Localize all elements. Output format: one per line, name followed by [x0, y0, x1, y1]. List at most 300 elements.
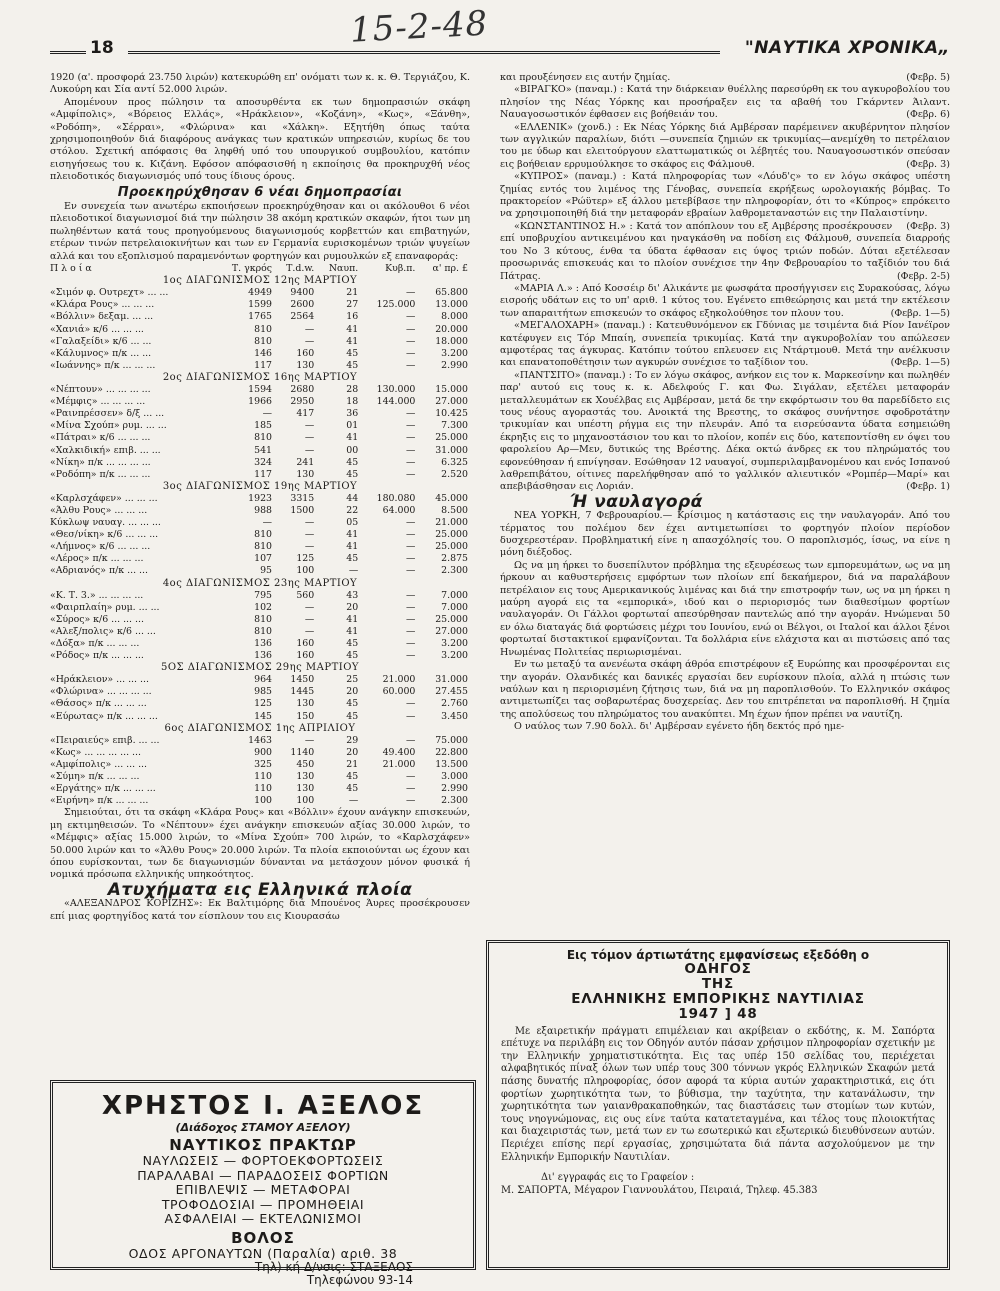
table-cell: 10.425: [435, 408, 468, 420]
table-cell: 21.000: [382, 758, 416, 770]
auction-heading: 6ος ΔΙΑΓΩΝΙΣΜΟΣ 1ης ΑΠΡΙΛΙΟΥ: [164, 722, 356, 734]
table-cell: 43: [346, 589, 359, 601]
accident-text: «ΒΙΡΑΓΚΟ» (παναμ.) : Κατά την διάρκειαν θυέλλης παρεσύρθη εκ του αγκυροβολίου του πλησίον της Νέας Υόρκης και προσήραξεν εις τα αβαθή του Γκάρντεν Άιλαντ. Ναυαγοσωστικόν έφθασεν εις βοήθειάν του.: [500, 84, 950, 121]
table-cell: 1966: [248, 396, 273, 408]
table-cell: 988: [254, 504, 273, 516]
table-cell: —: [304, 444, 315, 456]
page-header: [50, 38, 950, 68]
table-cell: 417: [296, 408, 315, 420]
table-cell: 15.000: [435, 384, 468, 396]
table-cell: 45: [346, 456, 359, 468]
table-cell: 75.000: [435, 734, 468, 746]
table-cell: 41: [346, 625, 359, 637]
table-cell: —: [406, 638, 416, 649]
table-cell: 3.000: [441, 771, 468, 783]
ship-name: «Νίκη» π/κ ... ... ... ...: [50, 456, 151, 468]
table-cell: 27.000: [435, 396, 468, 408]
advert-guide-subscribe-label: Δι' εγγραφάς εις το Γραφείον :: [541, 1172, 695, 1184]
table-cell: —: [406, 468, 416, 480]
advert-axelos: [50, 1080, 476, 1287]
table-cell: 45: [346, 783, 359, 795]
table-cell: 4949: [248, 287, 273, 299]
table-cell: 21: [346, 758, 359, 770]
table-cell: —: [262, 517, 273, 529]
column-header: Τ. γκρός: [231, 263, 273, 275]
table-cell: 21.000: [382, 674, 416, 686]
table-row: [50, 336, 470, 348]
table-cell: 45: [346, 468, 359, 480]
table-cell: 20: [346, 686, 359, 698]
ship-name: «Σιμόν φ. Ουτρεχτ» ... ...: [50, 287, 169, 299]
table-cell: 27.455: [435, 686, 468, 698]
ship-name: «Εύρωτας» π/κ ... ... ...: [50, 710, 158, 722]
accident-text: «ΠΑΝΤΣΙΤΟ» (παναμ.) : Το εν λόγω σκάφος, ανήκον εις τον κ. Μαρκεσίνην και πωληθέν παρ' αυτού εις τους κ. κ. Αδελφούς Γ. και Φω. Σιγάλαν, εξετέλει μεταφοράν μεταλλευμάτων εκ Χουέλβας εις Αμβέρσαν, μετά δε την εκφόρτωσιν του θα παρεδίδετο εις τους νέους αγοραστάς του. Ανοικτά της Βρεστης, το σκάφος συνήντησε σφοδροτάτην τρικυμίαν και υπέστη ρήγμα εις την πλευράν. Από τα εισρεύσαντα ύδατα εσημειώθη έκρηξις εις το μηχανοστάσιον του και το πλοίον, κοπέν εις δύο, κατεποντίσθη εν όψει του φαρολείου Αρ—Μεν, δυτικώς της Βρέστης. Δέκα οκτώ άνδρες εκ του πληρώματός του εφονεύθησαν ή επνίγησαν. Εσώθησαν 12 ναυαγοί, συμπεριλαμβανομένου και ενός Ισπανού λαθρεπιβάτου, οίτινες παρελήφθησαν από το γαλλικόν αλιευτικόν «Ρομπέρ—Μαρί» και απεβιβάσθησαν εις Λοριάν.: [500, 369, 950, 493]
auction-heading: 5ΟΣ ΔΙΑΓΩΝΙΣΜΟΣ 29ης ΜΑΡΤΙΟΥ: [161, 662, 359, 674]
left-column: [50, 72, 470, 923]
table-row: [50, 674, 470, 686]
advert-guide-description: Με εξαιρετικήν πράγματι επιμέλειαν και ακρίβειαν ο εκδότης, κ. Μ. Σαπόρτα επέτυχε να περιλάβη εις τον Οδηγόν αυτόν πάσαν χρήσιμον πληροφορίαν σχετικήν με την Ελληνικήν χρηματιστικότητα. Εις τας υπέρ 150 σελίδας του, περιέχεται αλφαβητικός πίναξ όλων των υπέρ τους 300 τόννων γκρός Ελληνικών Σκαφών μετά πάσης δυνατής πληροφορίας, όσον αφορά τα κύρια αυτών χαρακτηριστικά, εις ότι φορτίων χωρητικότητα των, το βύθισμα, την ταχύτητα, την κατανάλωσιν, την χωρητικότητα των γαιανθρακαποθηκών, τας διαστάσεις των στομίων των κυτών, τους νηογνώμονας, εις ους είνε ταύτα κατατεταγμένα, και τέλος τους πλοιοκτήτας και διαχειριστάς των, μετά των εν τω εσωτερικώ και εξωτερικώ διευθύνσεων αυτών. Περιέχει επίσης περί εργασίας, χρησιμώτατα διά πάντα ασχολούμενον με την Ελληνικήν Εμπορικήν Ναυτιλίαν.: [501, 1025, 935, 1163]
column-header: Ναυπ.: [328, 263, 359, 275]
table-cell: 130: [296, 359, 315, 371]
table-cell: —: [406, 408, 416, 420]
advert-guide-title: ΟΔΗΓΟΣ: [684, 960, 752, 977]
table-row: [50, 711, 470, 723]
table-row: [50, 348, 470, 360]
table-cell: —: [406, 650, 416, 662]
table-cell: 324: [254, 456, 273, 468]
table-cell: 00: [346, 444, 359, 456]
table-row: [50, 747, 470, 759]
table-cell: 21.000: [435, 517, 468, 529]
table-cell: 8.500: [441, 504, 468, 516]
table-cell: —: [348, 795, 359, 807]
table-cell: 45: [346, 347, 359, 359]
accident-date: (Φεβρ. 1): [906, 481, 950, 493]
ship-name: «Θεσ/νίκη» κ/6 ... ... ...: [50, 529, 159, 541]
table-row: [50, 735, 470, 747]
table-cell: 144.000: [376, 396, 416, 408]
table-cell: 3315: [290, 492, 315, 504]
advert-axelos-service: ΝΑΥΛΩΣΕΙΣ — ΦΟΡΤΟΕΚΦΟΡΤΩΣΕΙΣ: [142, 1153, 384, 1168]
table-cell: 20: [346, 601, 359, 613]
accident-report: [500, 84, 950, 121]
advert-guide-lead: Εις τόμον άρτιωτάτης εμφανίσεως εξεδόθη ο: [566, 948, 870, 962]
table-cell: 810: [254, 625, 273, 637]
accidents-text: «ΑΛΕΞΑΝΔΡΟΣ ΚΟΡΙΖΗΣ»: Εκ Βαλτιμόρης διά Μπουένος Άυρες προσέκρουσεν επί μιας φορτηγίδος κατά τον είσπλουν του εις Κιουρασάω: [50, 898, 470, 922]
table-cell: 8.000: [441, 311, 468, 323]
table-cell: 3.200: [441, 650, 468, 662]
intro-paragraph-2: Απομένουν προς πώλησιν τα αποσυρθέντα εκ των δημοπρασιών σκάφη «Αμφίπολις», «Βόρειος Ελλάς», «Ηράκλειον», «Κοζάνη», «Κως», «Ξάνθη», «Ροδόπη», «Σέρραι», «Φλώρινα» και «Χάλκη». Εξητήθη όπως ταύτα χρησιμοποιηθούν διά διαφόρους ανάγκας των κρατικών υπηρεσιών, κυρίως δε του στόλου. Σχετική απόφασις θα ληφθή υπό του υπουργικού συμβουλίου, κατόπιν εισηγήσεως του κ. Κιζάνη. Εφόσον απόφασισθή η εκποίησις θα προκηρυχθή νέος πλειοδοτικός διαγωνισμός υπό τους ίδιους όρους.: [50, 96, 470, 183]
table-cell: 13.500: [435, 758, 468, 770]
table-cell: —: [406, 517, 416, 529]
table-cell: 810: [254, 541, 273, 553]
ship-name: «Κλάρα Ρους» ... ... ...: [50, 299, 155, 311]
advert-guide-title-of: ΤΗΣ: [701, 975, 735, 992]
table-cell: —: [406, 432, 416, 444]
table-cell: 1463: [248, 734, 273, 746]
table-cell: 810: [254, 529, 273, 541]
table-cell: —: [406, 420, 416, 432]
ship-name: «Φλώρινα» ... ... ... ...: [50, 686, 152, 698]
table-cell: —: [406, 311, 416, 323]
table-cell: 2.300: [441, 565, 468, 577]
table-cell: —: [406, 335, 416, 347]
table-cell: 45: [346, 553, 359, 565]
table-row: [50, 457, 470, 469]
table-cell: 45: [346, 650, 359, 662]
table-cell: 16: [346, 311, 359, 323]
accident-report: [500, 171, 950, 232]
accident-text: «ΕΛΛΕΝΙΚ» (χονδ.) : Εκ Νέας Υόρκης διά Αμβέρσαν παρέμεινεν ακυβέρνητον πλησίον των αγγλικών παραλίων, διότι —συνεπεία ζημιών εκ τρικυμίας—ανεμίχθη το πετρέλαιον του με ύδωρ και ελειτούργουν ελαττωματικώς οι λέβητές του. Ναυαγοσωστικόν σπεύσαν εις βοήθειαν ερρυμούλκησε το σκάφος εις Φάλμουθ.: [500, 121, 950, 170]
table-row: [50, 311, 470, 323]
table-cell: 45: [346, 710, 359, 722]
table-cell: —: [304, 420, 315, 432]
table-cell: —: [304, 529, 315, 541]
ship-name: «Ειρήνη» π/κ ... ... ...: [50, 795, 149, 807]
accidents-title: Ατυχήματα εις Ελληνικά πλοία: [107, 879, 413, 900]
table-cell: 810: [254, 613, 273, 625]
handwritten-date: 15-2-48: [349, 3, 490, 51]
table-cell: 102: [254, 601, 273, 613]
table-cell: 49.400: [382, 746, 416, 758]
table-cell: 41: [346, 432, 359, 444]
table-cell: —: [304, 613, 315, 625]
table-cell: 560: [296, 589, 315, 601]
table-cell: 136: [254, 638, 273, 649]
accident-date: (Φεβρ. 5): [906, 72, 950, 83]
ship-name: «Μέμφις» ... ... ... ...: [50, 396, 146, 408]
table-cell: —: [406, 359, 416, 371]
table-row: [50, 590, 470, 602]
market-paragraph: Εν τω μεταξύ τα ανενέωτα σκάφη άθρόα επιστρέφουν εξ Ευρώπης και προσφέρονται εις την αγοράν. Ολανδικές και δανικές εργασίαι δεν ευρίσκουν πλοία, αλλά η πτώσις των ναύλων και η περιορισμένη ζήτησις των, διά να μη παροπλισθούν. Το Ελληνικόν σκάφος αντιμετωπίζει τας σοβαρωτέρας δυσχερείας. Δεν του επιτρέπεται να παροπλισθή. Η ζημία της απολύσεως του πληρώματος του ανακύπτει. Μη έχων ήπον πρέπει να ναυτίζη.: [500, 659, 950, 720]
accident-date: (Φεβρ. 2-5): [896, 270, 950, 282]
table-row: [50, 771, 470, 783]
accident-report: [500, 122, 950, 172]
table-cell: 130: [296, 771, 315, 783]
table-cell: 41: [346, 541, 359, 553]
table-cell: 18.000: [435, 335, 468, 347]
table-cell: 2600: [290, 299, 315, 311]
table-cell: 185: [254, 420, 273, 432]
table-cell: 3.200: [441, 638, 468, 649]
page-number: 18: [90, 38, 114, 58]
auction-heading-row: [50, 275, 470, 287]
table-row: [50, 420, 470, 432]
table-cell: 2.990: [441, 359, 468, 371]
advert-guide-title-main: ΕΛΛΗΝΙΚΗΣ ΕΜΠΟΡΙΚΗΣ ΝΑΥΤΙΛΙΑΣ: [571, 990, 865, 1007]
table-cell: —: [406, 601, 416, 613]
table-row: [50, 650, 470, 662]
table-cell: —: [348, 565, 359, 577]
table-cell: —: [406, 287, 416, 299]
table-cell: —: [304, 323, 315, 335]
auction-note: Σημειούται, ότι τα σκάφη «Κλάρα Ρους» και «Βόλλιν» έχουν ανάγκην επισκευών, μη εκτιμηθεισών. Το «Νέπτουν» έχει ανάγκην επισκευών αξίας 30.000 λιρών, το «Μέμφις» αξίας 15.000 λιρών, το «Μίνα Σχούπ» 700 λιρών, το «Καρλσχάφεν» 50.000 λιρών και το «Άλθυ Ρους» 20.000 λιρών. Τα πλοία εκποιούνται ως έχουν και όπου ευρίσκονται, των δε διαγωνισμών δύνανται να μετάσχουν μόνον φυσικά ή νομικά πρόσωπα ελληνικής υπηκοότητος.: [50, 807, 470, 881]
table-cell: 18: [346, 396, 359, 408]
table-cell: 2.300: [441, 795, 468, 807]
accident-report: [500, 283, 950, 320]
ship-name: «Αδριανός» π/κ ... ...: [50, 565, 148, 577]
table-cell: 27: [346, 299, 359, 311]
table-cell: 2.520: [441, 468, 468, 480]
market-paragraph: ΝΕΑ ΥΟΡΚΗ, 7 Φεβρουαρίου.— Κρίσιμος η κατάστασις εις την ναυλαγοράν. Από του τέρματος του πολέμου δεν έχει αντιμετωπίσει το φορτηγόν πλοίον περίοδον δυσχερεστέραν. Προβληματική είνε η απασχόλησίς του. Ο παροπλισμός, ίσως, να είνε η μόνη διέξοδος.: [500, 510, 950, 559]
table-cell: 1500: [290, 504, 315, 516]
accident-report: [500, 320, 950, 370]
table-cell: 25.000: [435, 432, 468, 444]
ship-name: «Σύρος» κ/6 ... ... ...: [50, 613, 144, 625]
table-cell: —: [406, 456, 416, 468]
header-rule-left: [50, 51, 86, 54]
table-row: [50, 529, 470, 541]
table-row: [50, 287, 470, 299]
table-cell: 130: [296, 783, 315, 795]
table-cell: 110: [254, 783, 273, 795]
ship-name: «Κως» ... ... ... ... ...: [50, 746, 141, 758]
table-cell: 31.000: [435, 444, 468, 456]
table-cell: 25.000: [435, 541, 468, 553]
advert-guide-years: 1947 ] 48: [678, 1005, 758, 1022]
table-cell: 810: [254, 432, 273, 444]
auction-heading-row: [50, 662, 470, 674]
table-cell: 241: [296, 456, 315, 468]
table-cell: 810: [254, 323, 273, 335]
table-cell: 160: [296, 650, 315, 662]
table-cell: 100: [254, 795, 273, 807]
table-row: [50, 795, 470, 807]
table-cell: 1450: [290, 674, 315, 686]
table-cell: 136: [254, 650, 273, 662]
table-cell: 107: [254, 553, 273, 565]
table-row: [50, 408, 470, 420]
table-cell: 28: [346, 384, 359, 396]
ship-name: «Κ. Τ. 3.» ... ... ... ...: [50, 589, 144, 601]
table-cell: 6.325: [441, 456, 468, 468]
table-cell: 41: [346, 323, 359, 335]
table-cell: 150: [296, 710, 315, 722]
auction-table: [50, 263, 470, 807]
ship-name: «Κάλυμνος» π/κ ... ...: [50, 347, 152, 359]
table-cell: —: [406, 347, 416, 359]
table-cell: 45: [346, 698, 359, 710]
ship-name: «Εργάτης» π/κ ... ... ...: [50, 783, 156, 795]
ship-name: «Ηράκλειον» ... ... ...: [50, 674, 149, 686]
column-header: Κυβ.π.: [385, 263, 416, 275]
table-row: [50, 783, 470, 795]
table-cell: 9400: [290, 287, 315, 299]
table-row: [50, 626, 470, 638]
table-cell: 7.000: [441, 589, 468, 601]
table-cell: 2564: [290, 311, 315, 323]
accident-report: [500, 221, 950, 283]
table-row: [50, 384, 470, 396]
auction-table-header: [50, 263, 470, 275]
table-cell: 65.800: [435, 287, 468, 299]
ship-name: «Λήμνος» κ/6 ... ... ...: [50, 541, 151, 553]
table-cell: 125: [254, 698, 273, 710]
table-row: [50, 602, 470, 614]
ship-name: «Φαιρπλαίη» ρυμ. ... ...: [50, 601, 160, 613]
ship-name: Κύκλωψ ναυαγ. ... ... ...: [50, 517, 161, 529]
advert-axelos-role: ΝΑΥΤΙΚΟΣ ΠΡΑΚΤΩΡ: [169, 1136, 357, 1154]
table-cell: —: [304, 541, 315, 553]
market-paragraph: Ως να μη ήρκει το δυσεπίλυτον πρόβλημα της εξευρέσεως των εμπορευμάτων, ως να μη ήρκουν αι καθυστερήσεις εμφόρτων των πλοίων επί δεκαήμερον, διά να παραλάβουν πετρέλαιον εις τους Αμερικανικούς λιμένας και διά την επιστροφήν των, ως να μη ήρκει η μαύρη αγορά εις τα «εμπορικά», ιδού και ο περιορισμός των διαθεσίμων φορτίων ναυλαγοράν. Οι Γάλλοι φορτωταί απεσύρθησαν παντελώς από την αγοράν. Ηνώμεναι 50 εν όλω διαταγάς διά φορτώσεις μέχρι του Ιουνίου, ενώ οι Βέλγοι, οι Ιταλοί και άλλοι ξένοι φορτωταί διστακτικοί εμφανίζονται. Τα δολλάρια είνε ελάχιστα και αι πιστώσεις από τας Ηνωμένας Πολιτείας περιωρισμέναι.: [500, 559, 950, 658]
ship-name: «Ραινπρέσσεν» δ/ξ ... ...: [50, 408, 165, 420]
table-cell: 22: [346, 504, 359, 516]
ship-name: «Λέρος» π/κ ... ... ...: [50, 553, 144, 565]
advert-axelos-service: ΤΡΟΦΟΔΟΣΙΑΙ — ΠΡΟΜΗΘΕΙΑΙ: [161, 1196, 365, 1212]
market-title: Ή ναυλαγορά: [570, 491, 703, 512]
table-row: [50, 396, 470, 408]
table-row: [50, 759, 470, 771]
table-cell: —: [304, 517, 315, 529]
table-cell: 22.800: [435, 746, 468, 758]
ship-name: «Γαλαξείδι» κ/6 ... ...: [50, 335, 152, 347]
table-cell: —: [406, 698, 416, 710]
table-cell: —: [406, 613, 416, 625]
table-row: [50, 469, 470, 481]
table-cell: —: [304, 625, 315, 637]
table-cell: 146: [254, 347, 273, 359]
table-cell: 45: [346, 638, 359, 649]
advert-axelos-city: ΒΟΛΟΣ: [231, 1228, 295, 1247]
table-cell: —: [304, 734, 315, 746]
table-cell: —: [406, 771, 416, 783]
ship-name: «Σύμη» π/κ ... ... ...: [50, 771, 140, 783]
ship-name: «Νέπτουν» ... ... ... ...: [50, 384, 151, 396]
table-cell: 810: [254, 335, 273, 347]
table-cell: 125: [296, 553, 315, 565]
table-cell: 13.000: [435, 299, 468, 311]
auction-heading: 2ος ΔΙΑΓΩΝΙΣΜΟΣ 16ης ΜΑΡΤΙΟΥ: [162, 371, 358, 383]
ship-name: «Χαλκιδική» επιβ. ... ...: [50, 444, 161, 456]
auction-heading: 1ος ΔΙΑΓΩΝΙΣΜΟΣ 12ης ΜΑΡΤΙΟΥ: [162, 275, 358, 287]
table-cell: 41: [346, 613, 359, 625]
table-cell: 44: [346, 492, 359, 504]
table-cell: 125.000: [376, 299, 416, 311]
table-cell: 3.450: [441, 710, 468, 722]
table-cell: —: [406, 625, 416, 637]
advert-guide: [486, 940, 950, 1270]
auction-heading-row: [50, 481, 470, 493]
accident-report: [500, 72, 950, 84]
table-row: [50, 686, 470, 698]
table-cell: 25.000: [435, 613, 468, 625]
intro-paragraph-1: 1920 (α'. προσφορά 23.750 λιρών) κατεκυρώθη επ' ονόματι των κ. κ. Θ. Τεργιάζου, Κ. Λυκούρη και Σία αντί 52.000 λιρών.: [50, 72, 470, 96]
table-row: [50, 505, 470, 517]
ship-name: «Πειραιεύς» επιβ. ... ...: [50, 734, 160, 746]
advert-axelos-service: ΑΣΦΑΛΕΙΑΙ — ΕΚΤΕΛΩΝΙΣΜΟΙ: [164, 1211, 362, 1226]
advert-axelos-name: ΧΡΗΣΤΟΣ Ι. ΑΞΕΛΟΣ: [101, 1091, 425, 1121]
table-cell: 117: [254, 359, 273, 371]
table-cell: 1445: [290, 686, 315, 698]
ship-name: «Ιωάννης» π/κ ... ... ...: [50, 359, 156, 371]
table-cell: 41: [346, 335, 359, 347]
table-cell: 130.000: [376, 384, 416, 396]
table-cell: 2680: [290, 384, 315, 396]
accident-date: (Φεβρ. 3): [906, 220, 950, 232]
table-cell: 7.000: [441, 601, 468, 613]
table-cell: 795: [254, 589, 273, 601]
table-cell: 964: [254, 674, 273, 686]
accident-date: (Φεβρ. 3): [906, 158, 950, 170]
right-column: [500, 72, 950, 734]
table-cell: 1923: [248, 492, 273, 504]
table-cell: 45: [346, 771, 359, 783]
table-cell: —: [304, 432, 315, 444]
column-header: Π λ ο ί α: [50, 263, 92, 275]
table-cell: 2.990: [441, 783, 468, 795]
table-cell: 05: [346, 517, 359, 529]
table-cell: 2.760: [441, 698, 468, 710]
table-cell: 7.300: [441, 420, 468, 432]
table-row: [50, 493, 470, 505]
table-cell: 64.000: [382, 504, 416, 516]
table-row: [50, 614, 470, 626]
advert-axelos-subtitle: (Διάδοχος ΣΤΑΜΟΥ ΑΞΕΛΟΥ): [175, 1121, 351, 1134]
advert-guide-address: Μ. ΣΑΠΟΡΤΑ, Μέγαρον Γιαννουλάτου, Πειραιά, Τηλεφ. 45.383: [501, 1184, 818, 1196]
column-header: α' πρ. £: [432, 263, 468, 275]
table-cell: —: [406, 323, 416, 335]
table-row: [50, 445, 470, 457]
ship-name: «Βόλλιν» δεξαμ. ... ...: [50, 311, 154, 323]
table-cell: 1765: [248, 311, 273, 323]
table-cell: 21: [346, 287, 359, 299]
auction-heading: 3ος ΔΙΑΓΩΝΙΣΜΟΣ 19ης ΜΑΡΤΙΟΥ: [162, 480, 358, 492]
ship-name: «Ροδόπη» π/κ ... ... ...: [50, 468, 151, 480]
masthead: "ΝΑΥΤΙΚΑ ΧΡΟΝΙΚΑ„: [744, 38, 950, 58]
ship-name: «Άλθυ Ρους» ... ... ...: [50, 504, 148, 516]
table-cell: 45: [346, 359, 359, 371]
table-cell: —: [406, 541, 416, 553]
header-rule-middle: [128, 51, 720, 54]
ship-name: «Αλεξ/πολις» κ/6 ... ...: [50, 625, 156, 637]
accident-report: [500, 370, 950, 494]
auction-heading-row: [50, 723, 470, 735]
auction-heading-row: [50, 372, 470, 384]
table-cell: 01: [346, 420, 359, 432]
table-cell: 117: [254, 468, 273, 480]
table-row: [50, 299, 470, 311]
table-row: [50, 638, 470, 650]
table-cell: 160: [296, 638, 315, 649]
advert-axelos-service: ΠΑΡΑΛΑΒΑΙ — ΠΑΡΑΔΟΣΕΙΣ ΦΟΡΤΙΩΝ: [137, 1167, 389, 1183]
table-row: [50, 432, 470, 444]
table-row: [50, 360, 470, 372]
table-cell: 900: [254, 746, 273, 758]
table-cell: 41: [346, 529, 359, 541]
accident-date: (Φεβρ. 1—5): [890, 307, 950, 319]
table-cell: —: [262, 408, 273, 420]
table-cell: —: [406, 795, 416, 807]
table-cell: 1140: [290, 746, 315, 758]
table-cell: 95: [260, 565, 273, 577]
ship-name: «Καρλσχάφεν» ... ... ...: [50, 492, 158, 504]
accident-text: «ΚΥΠΡΟΣ» (παναμ.) : Κατά πληροφορίας των «Λόυδ'ς» το εν λόγω σκάφος υπέστη ζημίας εντός του λιμένος της Γένοβας, συνεπεία εκρήξεως ωρολογιακής βόμβας. Το πρακτορείον «Ρώϋτερ» εξ άλλου μετεβίβασε την πληροφορίαν, ότι το «Κύπρος» επρόκειτο να χρησιμοποιηθή διά την μεταφοράν εβραίων λαθρομεταναστών εις την Παλαιστίνην.: [500, 171, 950, 220]
market-paragraph: Ο ναύλος των 7.90 δολλ. δι' Αμβέρσαν εγένετο ήδη δεκτός πρό ημε-: [514, 721, 845, 733]
table-cell: —: [406, 553, 416, 565]
ship-name: «Δόξα» π/κ ... ... ...: [50, 638, 140, 649]
table-cell: —: [406, 734, 416, 746]
table-cell: —: [406, 589, 416, 601]
column-header: Τ.d.w.: [286, 263, 315, 275]
table-cell: 450: [296, 758, 315, 770]
table-cell: 29: [346, 734, 359, 746]
table-cell: —: [406, 710, 416, 722]
advert-axelos-address: ΟΔΟΣ ΑΡΓΟΝΑΥΤΩΝ (Παραλία) αριθ. 38: [128, 1245, 398, 1261]
table-cell: —: [406, 783, 416, 795]
table-cell: 145: [254, 710, 273, 722]
table-cell: 985: [254, 686, 273, 698]
table-row: [50, 541, 470, 553]
